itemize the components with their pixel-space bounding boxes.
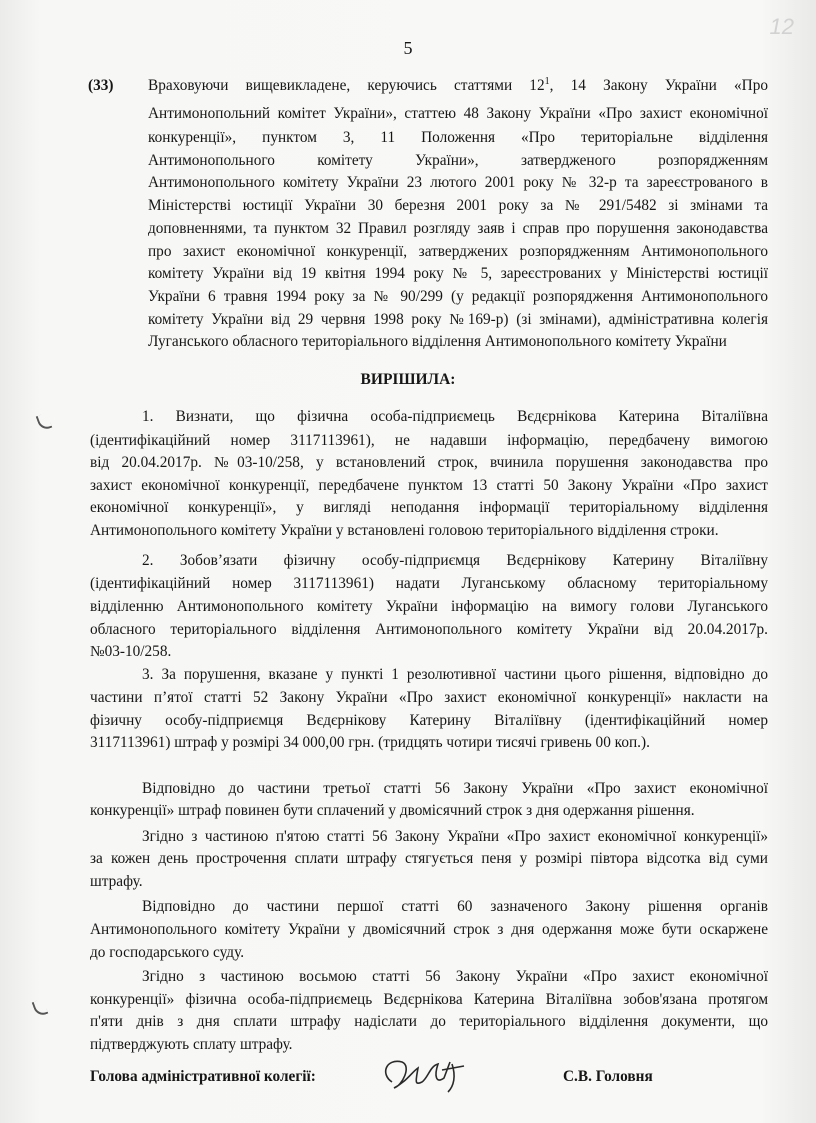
info-line: Відповідно до частини третьої статті 56 Закону України «Про захист економічної [142, 780, 768, 797]
decision-line: захист економічної конкуренції, передбачене пунктом 13 статті 50 Закону України «Про захист [90, 477, 768, 494]
decision-line: 3. За порушення, вказане у пункті 1 резолютивної частини цього рішення, відповідно до [142, 666, 768, 683]
preamble-line: Антимонопольного комітету України 23 лютого 2001 року № 32-р та зареєстрованого в [148, 174, 768, 191]
decision-line: №03-10/258. [90, 643, 172, 660]
decision-line: 1. Визнати, що фізична особа-підприємець Вєдєрнікова Катерина Віталіївна [142, 408, 768, 425]
decision-line: частини п’ятої статті 52 Закону України «Про захист економічної конкуренції» накласти на [90, 689, 768, 706]
preamble-line: Луганського обласного територіального відділення Антимонопольного комітету України [148, 333, 727, 350]
info-line: Згідно з частиною восьмою статті 56 Закону України «Про захист економічної [142, 968, 768, 985]
preamble-line: Антимонопольного комітету України», затвердженого розпорядженням [148, 152, 768, 169]
info-line: Антимонопольного комітету України у двомісячний строк з дня одержання може бути оскаржене [90, 921, 768, 938]
paragraph-number: (33) [88, 77, 114, 94]
info-line: штрафу. [90, 873, 143, 890]
punch-hole-mark [36, 412, 53, 431]
decision-line: (ідентифікаційний номер 3117113961), не надавши інформацію, передбачену вимогою [90, 432, 768, 449]
preamble-line: Міністерстві юстиції України 30 березня 2001 року за № 291/5482 зі змінами та [148, 197, 768, 214]
punch-hole-mark [32, 998, 49, 1017]
info-line: п'яти днів з дня сплати штрафу надіслати до територіального відділення документи, що [90, 1013, 768, 1030]
signature-role: Голова адміністративної колегії: [90, 1068, 316, 1085]
preamble-line: Антимонопольний комітет України», статтею 48 Закону України «Про захист економічної [148, 105, 768, 122]
preamble-line: комітету України від 29 червня 1998 року №169-р) (зі змінами), адміністративна колегія [148, 311, 768, 328]
decision-line: обласного територіального відділення Антимонопольного комітету України від 20.04.2017р. [90, 621, 768, 638]
preamble-line: про захист економічної конкуренції, затверджених розпорядженням Антимонопольного [148, 243, 768, 260]
decision-line: (ідентифікаційний номер 3117113961) надати Луганському обласному територіальному [90, 575, 768, 592]
decision-heading: ВИРІШИЛА: [360, 371, 456, 388]
decision-line: економічної конкуренції», у вигляді неподання інформації територіальному відділення [90, 499, 768, 516]
preamble-line-text: , 14 Закону України «Про [549, 77, 769, 94]
preamble-line-text: Враховуючи вищевикладене, керуючись статтями 12 [148, 77, 545, 94]
info-line: до господарського суду. [90, 944, 245, 961]
info-line: Згідно з частиною п'ятою статті 56 Закону України «Про захист економічної конкуренції» [142, 828, 768, 845]
corner-page-number: 12 [769, 14, 794, 39]
handwritten-signature [372, 1052, 482, 1100]
signatory-name: С.В. Головня [563, 1068, 653, 1085]
preamble-line: конкуренції», пунктом 3, 11 Положення «Про територіальне відділення [148, 129, 768, 146]
info-line: за кожен день прострочення сплати штрафу стягується пеня у розмірі півтора відсотка від суми [90, 850, 768, 867]
info-line: підтверджують сплату штрафу. [90, 1036, 293, 1053]
preamble-line [148, 75, 768, 96]
decision-line: 2. Зобов’язати фізичну особу-підприємця Вєдєрнікову Катерину Віталіївну [142, 552, 768, 569]
info-line: конкуренції» штраф повинен бути сплачений у двомісячний строк з дня одержання рішення. [90, 802, 695, 819]
preamble-line: доповненнями, та пунктом 32 Правил розгляду заяв і справ про порушення законодавства [148, 220, 768, 237]
preamble-line: комітету України від 19 квітня 1994 року № 5, зареєстрованих у Міністерстві юстиції [148, 265, 768, 282]
article-superscript: 1 [544, 75, 550, 87]
decision-line: від 20.04.2017р. №03-10/258, у встановлений строк, вчинила порушення законодавства про [90, 454, 768, 471]
preamble-line: України 6 травня 1994 року за № 90/299 (у редакції розпорядження Антимонопольного [148, 288, 768, 305]
decision-line: фізичну особу-підприємця Вєдєрнікову Катерину Віталіївну (ідентифікаційний номер [90, 712, 768, 729]
decision-line: Антимонопольного комітету України у встановлені головою територіального відділення строки. [90, 522, 719, 539]
info-line: конкуренції» фізична особа-підприємець Вєдєрнікова Катерина Віталіївна зобов'язана протягом [90, 991, 768, 1008]
info-line: Відповідно до частини першої статті 60 зазначеного Закону рішення органів [142, 898, 768, 915]
decision-line: відділенню Антимонопольного комітету України інформацію на вимогу голови Луганського [90, 598, 768, 615]
page-number: 5 [403, 38, 413, 58]
decision-line: 3117113961) штраф у розмірі 34 000,00 грн. (тридцять чотири тисячі гривень 00 коп.). [90, 734, 650, 751]
